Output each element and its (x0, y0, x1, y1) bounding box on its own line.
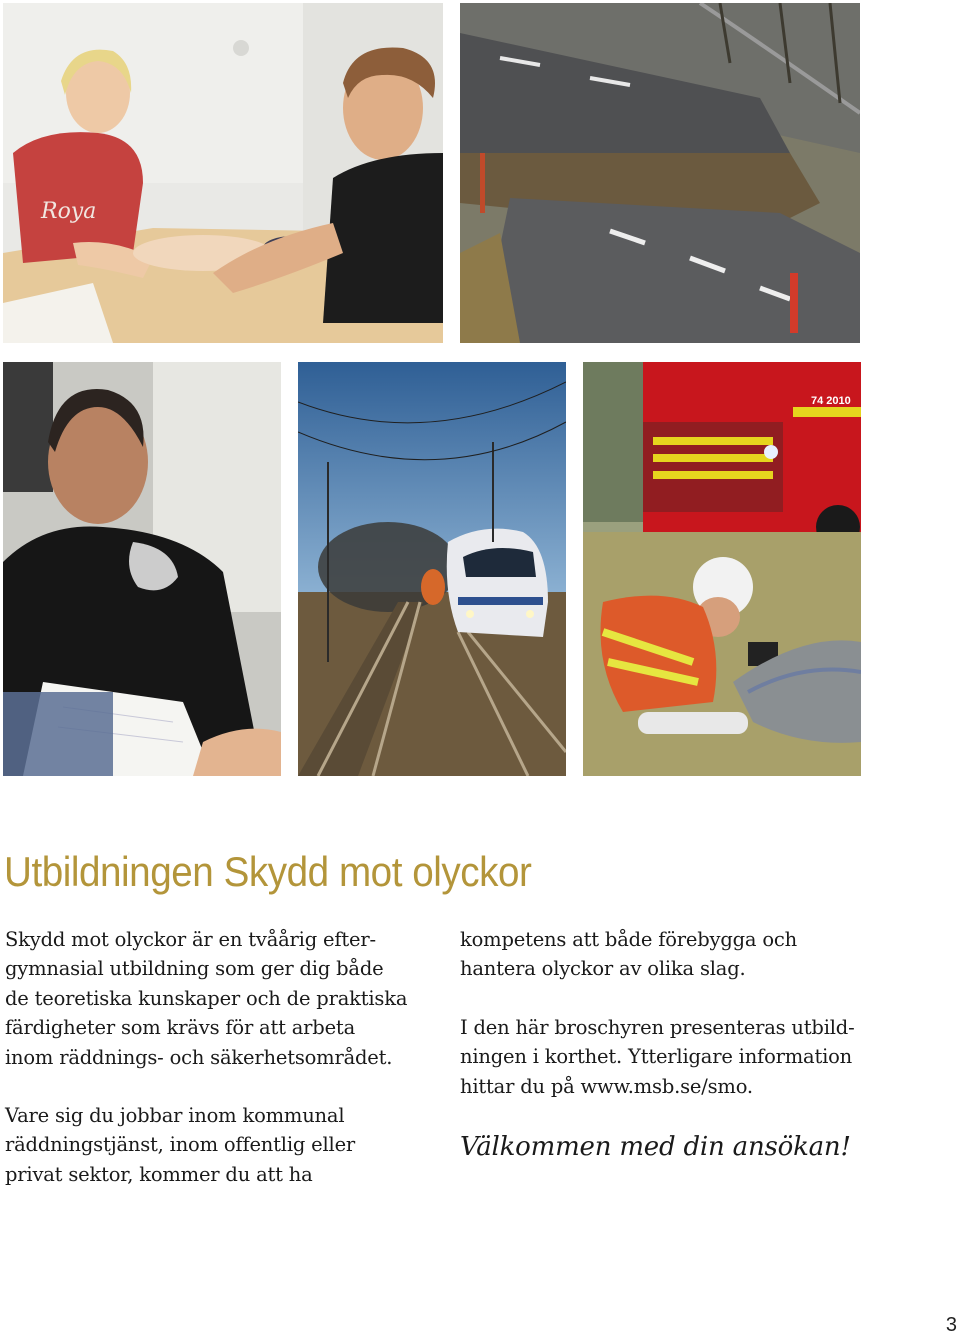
photo-collapsed-road (460, 3, 860, 343)
photo-train-fire (298, 362, 566, 776)
page-number: 3 (945, 1314, 957, 1336)
photo-rescue-worker (583, 362, 861, 776)
photo-student-portrait (3, 362, 281, 776)
paragraph-career: Vare sig du jobbar inom kommunal räddningstjänst, inom offentlig eller privat sektor, kommer du att ha (5, 1104, 356, 1186)
photo-students-first-aid (3, 3, 443, 343)
left-column (5, 925, 425, 1218)
truck-number: 74 2010 (811, 395, 851, 407)
page-title: Utbildningen Skydd mot olyckor (4, 848, 532, 895)
paragraph-more-info: I den här broschyren presenteras utbild- ningen i korthet. Ytterligare information hittar du på www.msb.se/smo. (460, 1015, 855, 1098)
shirt-logo: Roya (41, 199, 97, 224)
paragraph-intro: Skydd mot olyckor är en tvåårig efter- gymnasial utbildning som ger dig både de teoretiska kunskaper och de praktiska färdigheter som krävs för att arbeta inom räddnings- och säkerhetsområdet. (5, 928, 408, 1069)
right-column (460, 925, 880, 1193)
paragraph-competence: kompetens att både förebygga och hantera olyckor av olika slag. (460, 928, 797, 981)
welcome-text: Välkommen med din ansökan! (460, 1132, 851, 1163)
